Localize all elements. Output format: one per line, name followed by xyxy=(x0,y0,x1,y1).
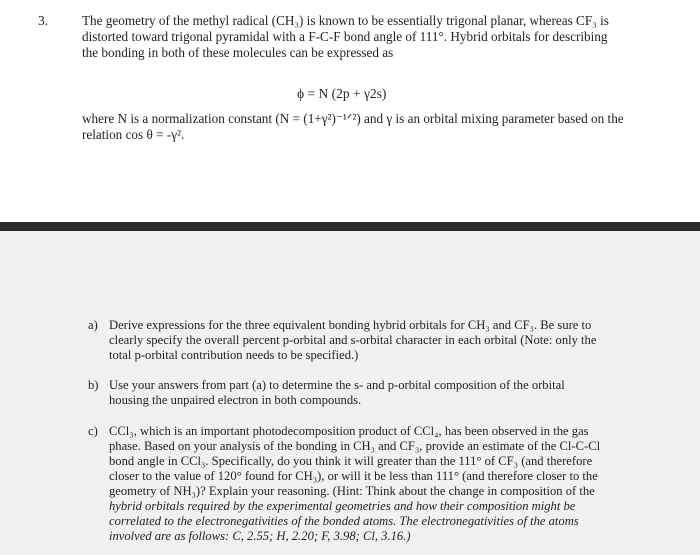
part-label: b) xyxy=(88,378,99,392)
hybrid-orbital-equation: ϕ = N (2p + γ2s) xyxy=(297,86,387,101)
intro-line: the bonding in both of these molecules can be expressed as xyxy=(82,45,394,60)
part-line: geometry of NH₃)? Explain your reasoning. (Hint: Think about the change in composition of the xyxy=(109,484,595,498)
part-line: closer to the value of 120° found for CH₃), or will it be less than 111° (and therefore closer to the xyxy=(109,469,598,483)
question-intro xyxy=(82,13,642,61)
question-number: 3. xyxy=(38,13,49,28)
part-line: total p-orbital contribution needs to be specified.) xyxy=(109,348,359,362)
part-line: correlated to the electronegativities of the bonded atoms. The electronegativities of the atoms xyxy=(109,514,579,528)
part-line: bond angle in CCl₃. Specifically, do you think it will greater than the 111° of CF₃ (and therefore xyxy=(109,454,593,468)
question-definition xyxy=(82,111,642,143)
page-divider xyxy=(0,222,700,231)
definition-line: where N is a normalization constant (N = (1+γ²)⁻¹ᐟ²) and γ is an orbital mixing parameter based on the xyxy=(82,111,624,126)
part-label: c) xyxy=(88,424,98,438)
part-body xyxy=(109,318,629,363)
definition-line: relation cos θ = -γ². xyxy=(82,127,185,142)
intro-line: distorted toward trigonal pyramidal with a F-C-F bond angle of 111°. Hybrid orbitals for describing xyxy=(82,29,608,44)
part-line: clearly specify the overall percent p-orbital and s-orbital character in each orbital (Note: only the xyxy=(109,333,597,347)
part-body xyxy=(109,424,629,544)
part-line: phase. Based on your analysis of the bonding in CH₃ and CF₃, provide an estimate of the Cl-C-Cl xyxy=(109,439,601,453)
part-line: involved are as follows: C, 2.55; H, 2.20; F, 3.98; Cl, 3.16.) xyxy=(109,529,411,543)
part-body xyxy=(109,378,629,408)
part-line: Use your answers from part (a) to determine the s- and p-orbital composition of the orbital xyxy=(109,378,565,392)
intro-line: The geometry of the methyl radical (CH₃) is known to be essentially trigonal planar, whereas CF₃ is xyxy=(82,13,609,28)
part-label: a) xyxy=(88,318,98,332)
part-line: hybrid orbitals required by the experimental geometries and how their composition might be xyxy=(109,499,576,513)
part-line: CCl₃, which is an important photodecomposition product of CCl₄, has been observed in the gas xyxy=(109,424,589,438)
part-line: housing the unpaired electron in both compounds. xyxy=(109,393,362,407)
part-line: Derive expressions for the three equivalent bonding hybrid orbitals for CH₃ and CF₃. Be sure to xyxy=(109,318,592,332)
